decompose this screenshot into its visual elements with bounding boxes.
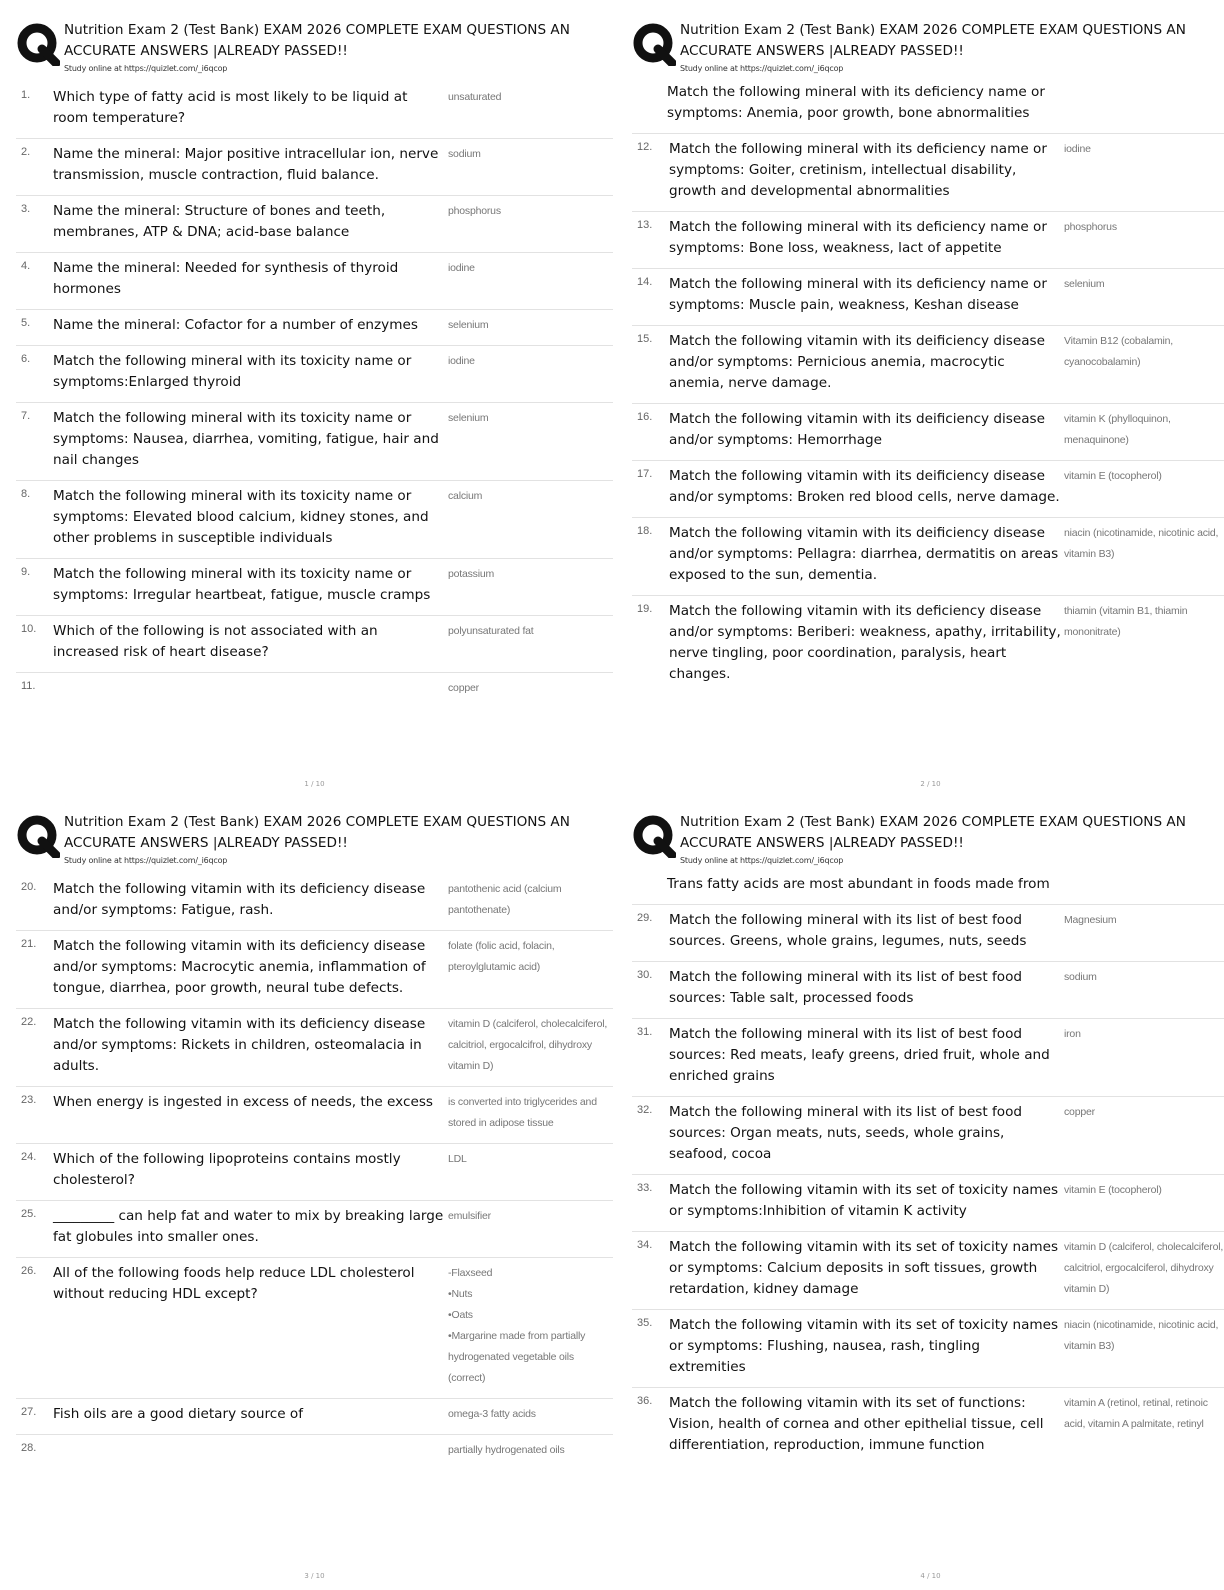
question-row [16,1258,613,1399]
question-text: Which type of fatty acid is most likely to be liquid at room temperature? [53,89,408,126]
question-number: 8. [21,488,31,500]
question-number: 12. [637,141,653,153]
answer-text: vitamin E (tocopherol) [1064,470,1162,482]
question-text: Which of the following is not associated with an increased risk of heart disease? [53,623,378,660]
question-number: 3. [21,203,31,215]
answer-text: folate (folic acid, folacin, pteroylglutamic acid) [448,940,555,973]
question-number: 7. [21,410,31,422]
answer-text: iodine [1064,143,1091,155]
question-text: Match the following vitamin with its set of toxicity names or symptoms:Inhibition of vitamin K activity [669,1182,1059,1219]
question-text: Match the following mineral with its deficiency name or symptoms: Bone loss, weakness, lact of appetite [669,219,1047,256]
question-list [16,82,613,708]
question-text: Which of the following lipoproteins contains mostly cholesterol? [53,1151,401,1188]
answer-text: sodium [1064,971,1097,983]
question-text: Match the following mineral with its list of best food sources. Greens, whole grains, legumes, nuts, seeds [669,912,1027,949]
question-row [16,403,613,481]
answer-text: calcium [448,490,483,502]
question-list [632,82,1224,694]
question-number: 10. [21,623,37,635]
question-number: 4. [21,260,31,272]
question-row [16,253,613,310]
question-number: 26. [21,1265,37,1277]
title-line-2: ACCURATE ANSWERS |ALREADY PASSED!! [64,43,348,59]
page-header [632,808,1224,874]
document-page [632,808,1224,1590]
question-number: 18. [637,525,653,537]
answer-text: partially hydrogenated oils [448,1444,565,1456]
question-row [16,346,613,403]
question-number: 28. [21,1442,37,1454]
question-text: Match the following mineral with its toxicity name or symptoms: Irregular heartbeat, fatigue, muscle cramps [53,566,431,603]
question-number: 34. [637,1239,653,1251]
question-number: 13. [637,219,653,231]
question-row [632,461,1224,518]
document-title [680,812,1224,854]
quizlet-logo-icon [632,814,676,858]
title-line-1: Nutrition Exam 2 (Test Bank) EXAM 2026 COMPLETE EXAM QUESTIONS AN [64,814,570,830]
quizlet-logo-icon [16,814,60,858]
quizlet-logo-icon [632,22,676,66]
question-text: Match the following vitamin with its deficiency disease and/or symptoms: Macrocytic anemia, inflammation of tongue, diarrhea, poor growth, neural tube defects. [53,938,426,996]
title-line-1: Nutrition Exam 2 (Test Bank) EXAM 2026 COMPLETE EXAM QUESTIONS AN [64,22,570,38]
question-number: 32. [637,1104,653,1116]
question-text: Trans fatty acids are most abundant in foods made from [667,876,1050,892]
question-number: 20. [21,881,37,893]
answer-text: selenium [448,412,489,424]
question-text: Match the following mineral with its toxicity name or symptoms:Enlarged thyroid [53,353,412,390]
question-text: Match the following vitamin with its deificiency disease and/or symptoms: Hemorrhage [669,411,1045,448]
question-text: Match the following mineral with its list of best food sources: Red meats, leafy greens, dried fruit, whole and enriched grains [669,1026,1050,1084]
answer-text: vitamin A (retinol, retinal, retinoic acid, vitamin A palmitate, retinyl [1064,1397,1208,1430]
question-row [16,1144,613,1201]
question-text: Match the following mineral with its deficiency name or symptoms: Anemia, poor growth, bone abnormalities [667,84,1045,121]
question-row [16,1201,613,1258]
question-text: Match the following vitamin with its set of functions: Vision, health of cornea and other epithelial tissue, cell differentiation, reproduction, immune function [669,1395,1044,1453]
study-online-link[interactable]: Study online at https://quizlet.com/_i6qcop [64,856,228,865]
question-row [632,962,1224,1019]
question-row [632,1097,1224,1175]
question-row [632,1019,1224,1097]
question-text: Match the following mineral with its list of best food sources: Table salt, processed foods [669,969,1023,1006]
question-text: Match the following mineral with its toxicity name or symptoms: Nausea, diarrhea, vomiting, fatigue, hair and nail changes [53,410,439,468]
question-row [632,596,1224,694]
question-text: Match the following vitamin with its deficiency disease and/or symptoms: Rickets in children, osteomalacia in adults. [53,1016,426,1074]
question-number: 15. [637,333,653,345]
question-text: Match the following mineral with its deficiency name or symptoms: Goiter, cretinism, intellectual disability, growth and developmental abnormalities [669,141,1047,199]
title-line-1: Nutrition Exam 2 (Test Bank) EXAM 2026 COMPLETE EXAM QUESTIONS AN [680,814,1186,830]
study-online-link[interactable]: Study online at https://quizlet.com/_i6qcop [680,856,844,865]
answer-text: iodine [448,262,475,274]
question-number: 17. [637,468,653,480]
question-text: Match the following vitamin with its deficiency disease and/or symptoms: Beriberi: weakness, apathy, irritability, nerve tingling, poor coordination, paralysis, heart changes. [669,603,1061,682]
answer-text: vitamin D (calciferol, cholecalciferol, calcitriol, ergocalciferol, dihydroxy vitamin D) [1064,1241,1224,1295]
page-number: 3 / 10 [304,1572,325,1580]
page-header [16,16,613,82]
question-number: 35. [637,1317,653,1329]
answer-text: iodine [448,355,475,367]
question-row [16,673,613,708]
answer-text: LDL [448,1153,467,1165]
document-page [16,808,613,1590]
question-row [16,874,613,931]
question-row [16,196,613,253]
answer-text: phosphorus [448,205,501,217]
question-list [632,874,1224,1465]
question-row [16,1087,613,1144]
page-header [16,808,613,874]
question-text: Match the following vitamin with its deificiency disease and/or symptoms: Pernicious anemia, macrocytic anemia, nerve damage. [669,333,1045,391]
question-row [16,616,613,673]
answer-text: Magnesium [1064,914,1117,926]
question-text: Name the mineral: Major positive intracellular ion, nerve transmission, muscle contraction, fluid balance. [53,146,439,183]
answer-text: phosphorus [1064,221,1117,233]
question-row [632,1310,1224,1388]
question-number: 5. [21,317,31,329]
question-text: Match the following vitamin with its set of toxicity names or symptoms: Calcium deposits in soft tissues, growth retardation, kidney damage [669,1239,1059,1297]
question-number: 21. [21,938,37,950]
continued-question-row [632,874,1224,905]
question-text: Match the following vitamin with its set of toxicity names or symptoms: Flushing, nausea, rash, tingling extremities [669,1317,1059,1375]
question-text: Match the following mineral with its list of best food sources: Organ meats, nuts, seeds, whole grains, seafood, cocoa [669,1104,1023,1162]
question-number: 11. [21,680,36,692]
question-row [632,326,1224,404]
answer-text: pantothenic acid (calcium pantothenate) [448,883,562,916]
answer-text: is converted into triglycerides and stored in adipose tissue [448,1096,597,1129]
question-row [16,559,613,616]
question-number: 30. [637,969,653,981]
question-number: 6. [21,353,31,365]
answer-text: vitamin E (tocopherol) [1064,1184,1162,1196]
question-row [632,905,1224,962]
document-title [64,20,613,62]
question-row [16,139,613,196]
page-header [632,16,1224,82]
question-row [632,404,1224,461]
question-row [16,82,613,139]
answer-text: iron [1064,1028,1081,1040]
question-text: Fish oils are a good dietary source of [53,1406,304,1422]
question-number: 23. [21,1094,37,1106]
question-number: 16. [637,411,653,423]
question-row [16,310,613,346]
answer-text: vitamin K (phylloquinon, menaquinone) [1064,413,1171,446]
question-number: 29. [637,912,653,924]
question-row [632,1175,1224,1232]
question-text: Name the mineral: Needed for synthesis of thyroid hormones [53,260,399,297]
question-number: 2. [21,146,31,158]
question-text: Match the following vitamin with its deificiency disease and/or symptoms: Broken red blood cells, nerve damage. [669,468,1060,505]
quizlet-logo-icon [16,22,60,66]
answer-text: vitamin D (calciferol, cholecalciferol, calcitriol, ergocalcifrol, dihydroxy vitamin D) [448,1018,608,1072]
question-row [632,1232,1224,1310]
answer-text: polyunsaturated fat [448,625,534,637]
title-line-2: ACCURATE ANSWERS |ALREADY PASSED!! [64,835,348,851]
question-number: 19. [637,603,653,615]
answer-text: selenium [448,319,489,331]
question-row [16,931,613,1009]
question-row [632,518,1224,596]
question-number: 9. [21,566,31,578]
question-text: Name the mineral: Cofactor for a number of enzymes [53,317,418,333]
question-number: 25. [21,1208,37,1220]
answer-text: copper [1064,1106,1095,1118]
question-number: 33. [637,1182,653,1194]
question-row [632,134,1224,212]
question-number: 36. [637,1395,653,1407]
question-text: _________ can help fat and water to mix by breaking large fat globules into smaller ones. [53,1208,444,1245]
question-text: Match the following vitamin with its deficiency disease and/or symptoms: Fatigue, rash. [53,881,426,918]
question-number: 24. [21,1151,37,1163]
question-row [16,481,613,559]
answer-text: selenium [1064,278,1105,290]
question-row [632,212,1224,269]
page-number: 2 / 10 [920,780,941,788]
question-row [632,269,1224,326]
answer-text: unsaturated [448,91,502,103]
question-number: 1. [21,89,31,101]
study-online-link[interactable]: Study online at https://quizlet.com/_i6qcop [64,64,228,73]
title-line-1: Nutrition Exam 2 (Test Bank) EXAM 2026 COMPLETE EXAM QUESTIONS AN [680,22,1186,38]
question-text: Match the following mineral with its deficiency name or symptoms: Muscle pain, weakness, Keshan disease [669,276,1047,313]
answer-text: -Flaxseed •Nuts •Oats •Margarine made from partially hydrogenated vegetable oils (correct) [448,1267,586,1384]
question-text: All of the following foods help reduce LDL cholesterol without reducing HDL except? [53,1265,415,1302]
document-title [64,812,613,854]
question-number: 22. [21,1016,37,1028]
question-row [16,1399,613,1435]
question-text: When energy is ingested in excess of needs, the excess [53,1094,433,1110]
answer-text: Vitamin B12 (cobalamin, cyanocobalamin) [1064,335,1174,368]
continued-question-row [632,82,1224,134]
title-line-2: ACCURATE ANSWERS |ALREADY PASSED!! [680,835,964,851]
document-title [680,20,1224,62]
question-number: 14. [637,276,653,288]
answer-text: niacin (nicotinamide, nicotinic acid, vitamin B3) [1064,1319,1219,1352]
page-number: 1 / 10 [304,780,325,788]
study-online-link[interactable]: Study online at https://quizlet.com/_i6qcop [680,64,844,73]
question-row [632,1388,1224,1465]
answer-text: potassium [448,568,495,580]
answer-text: copper [448,682,479,694]
page-number: 4 / 10 [920,1572,941,1580]
answer-text: niacin (nicotinamide, nicotinic acid, vitamin B3) [1064,527,1219,560]
answer-text: thiamin (vitamin B1, thiamin mononitrate) [1064,605,1188,638]
question-row [16,1009,613,1087]
answer-text: omega-3 fatty acids [448,1408,536,1420]
document-page [632,16,1224,798]
answer-text: emulsifier [448,1210,491,1222]
question-number: 27. [21,1406,37,1418]
question-number: 31. [637,1026,653,1038]
question-text: Match the following vitamin with its deificiency disease and/or symptoms: Pellagra: diarrhea, dermatitis on areas exposed to the sun, dementia. [669,525,1059,583]
answer-text: sodium [448,148,481,160]
question-text: Match the following mineral with its toxicity name or symptoms: Elevated blood calcium, kidney stones, and other problems in susceptible individuals [53,488,429,546]
question-text: Name the mineral: Structure of bones and teeth, membranes, ATP & DNA; acid-base balance [53,203,386,240]
title-line-2: ACCURATE ANSWERS |ALREADY PASSED!! [680,43,964,59]
document-page [16,16,613,798]
question-list [16,874,613,1470]
question-row [16,1435,613,1470]
